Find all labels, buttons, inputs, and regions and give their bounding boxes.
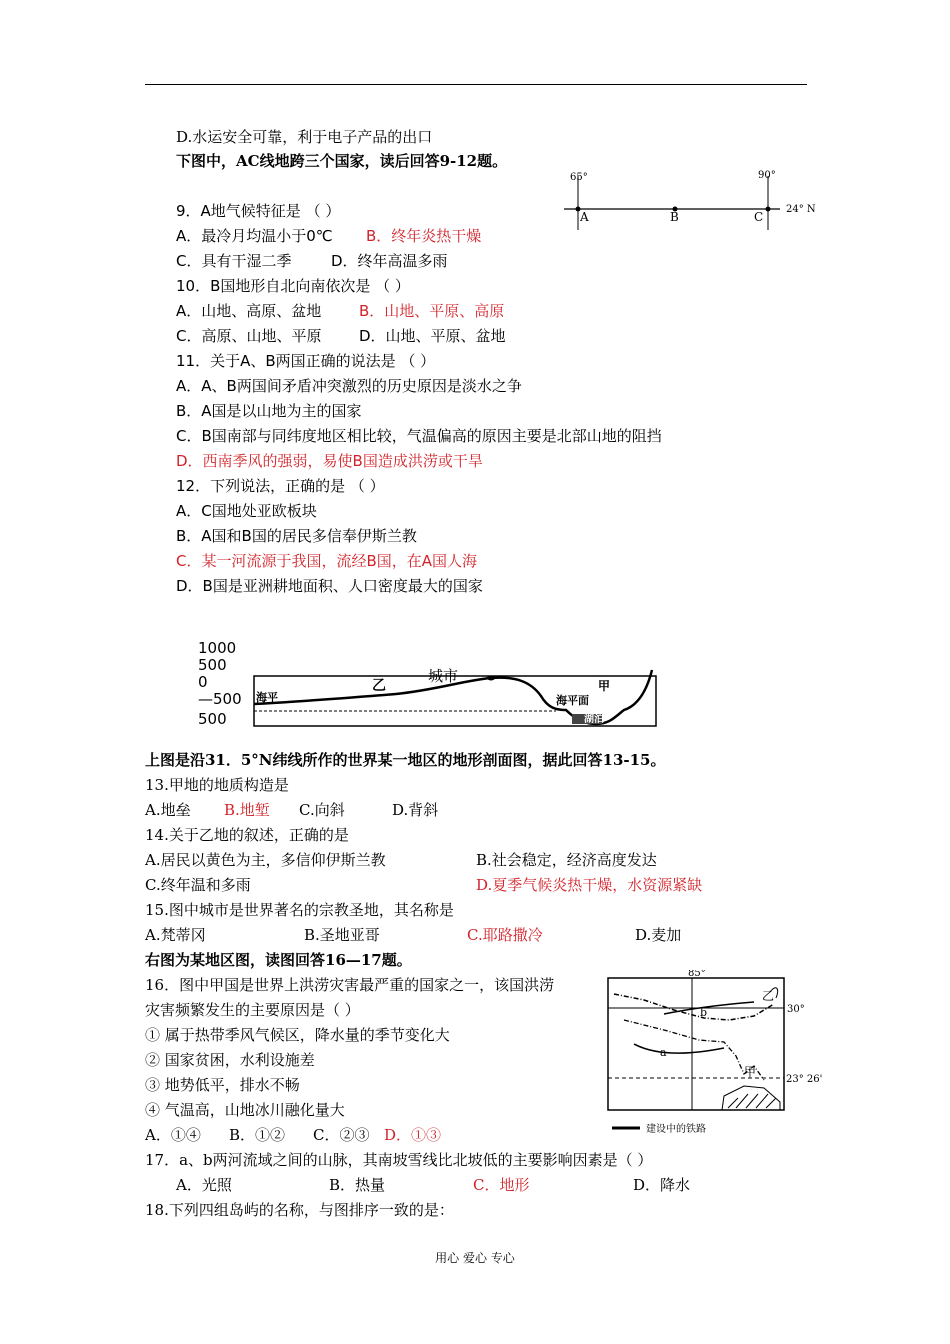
q16-statement-1: ① 属于热带季风气候区，降水量的季节变化大: [145, 1026, 450, 1044]
q13-option-b: B.地堑: [224, 801, 270, 819]
point-c-label: C: [754, 210, 764, 224]
lake-label: 湖泊: [584, 714, 604, 725]
lat-30-label: 30°: [787, 1004, 805, 1015]
jia-label: 甲: [744, 1065, 757, 1079]
header-rule: [145, 84, 807, 85]
yi-label: 乙: [372, 678, 386, 694]
question-10: 10．B国地形自北向南依次是 （ ）: [176, 277, 410, 295]
question-16-cont: 灾害频繁发生的主要原因是（ ）: [145, 1001, 360, 1019]
city-marker: [487, 676, 495, 681]
question-15: 15.图中城市是世界著名的宗教圣地，其名称是: [145, 901, 454, 919]
question-16: 16．图中甲国是世界上洪涝灾害最严重的国家之一，该国洪涝: [145, 976, 555, 994]
profile-graphic: [196, 638, 676, 730]
y-tick-500-lower: 500: [198, 710, 227, 728]
q15-option-c: C.耶路撒冷: [467, 926, 543, 944]
q14-option-d: D.夏季气候炎热干燥，水资源紧缺: [476, 876, 703, 894]
point-a-label: A: [580, 210, 589, 224]
lon-85-label: 85°: [688, 970, 706, 979]
section-intro: 下图中，AC线地跨三个国家，读后回答9-12题。: [176, 152, 508, 170]
q12-option-c: C．某一河流源于我国，流经B国，在A国人海: [176, 552, 478, 570]
q14-option-a: A.居民以黄色为主，多信仰伊斯兰教: [145, 851, 386, 869]
point-b-label: B: [670, 210, 679, 224]
question-12: 12．下列说法，正确的是 （ ）: [176, 477, 385, 495]
q15-option-a: A.梵蒂冈: [145, 926, 206, 944]
q11-option-d: D．西南季风的强弱，易使B国造成洪涝或干旱: [176, 452, 483, 470]
q13-option-d: D.背斜: [392, 801, 439, 819]
q17-option-d: D．降水: [633, 1176, 691, 1194]
q9-option-d: D．终年高温多雨: [331, 252, 448, 270]
city-label: 城市: [428, 667, 459, 685]
y-tick-0: 0: [198, 673, 208, 691]
q16-option-b: B．①②: [229, 1126, 286, 1144]
q10-option-b: B．山地、平原、高原: [359, 302, 505, 320]
q13-option-c: C.向斜: [299, 801, 345, 819]
q17-option-a: A．光照: [176, 1176, 232, 1194]
q10-option-a: A．山地、高原、盆地: [176, 302, 322, 320]
ac-line-figure: [558, 166, 828, 232]
terrain-profile-figure: [196, 638, 676, 730]
q16-statement-4: ④ 气温高，山地冰川融化量大: [145, 1101, 345, 1119]
q10-option-c: C．高原、山地、平原: [176, 327, 322, 345]
q9-option-b: B．终年炎热干燥: [366, 227, 482, 245]
q12-option-d: D．B国是亚洲耕地面积、人口密度最大的国家: [176, 577, 483, 595]
page-footer: 用心 爱心 专心: [435, 1251, 515, 1265]
y-tick-1000: 1000: [198, 639, 237, 657]
sea-label-right: 海平面: [556, 694, 589, 707]
question-11: 11．关于A、B两国正确的说法是 （ ）: [176, 352, 436, 370]
q11-option-b: B．A国是以山地为主的国家: [176, 402, 362, 420]
q10-option-d: D．山地、平原、盆地: [359, 327, 506, 345]
q13-option-a: A.地垒: [145, 801, 191, 819]
section-intro: 右图为某地区图，读图回答16—17题。: [145, 951, 412, 969]
q16-option-a: A．①④: [145, 1126, 201, 1144]
y-tick-500: 500: [198, 656, 227, 674]
q9-option-c: C．具有干湿二季: [176, 252, 292, 270]
sea-label-left: 海平: [256, 691, 278, 704]
y-tick-minus-500: —500: [198, 690, 242, 708]
river-b-label: b: [700, 1006, 708, 1019]
q15-option-b: B.圣地亚哥: [304, 926, 380, 944]
section-intro: 上图是沿31．5°N纬线所作的世界某一地区的地形剖面图，据此回答13-15。: [145, 751, 666, 769]
lon-90-label: 90°: [758, 170, 776, 181]
yi-label: 乙: [762, 989, 775, 1003]
q12-option-b: B．A国和B国的居民多信奉伊斯兰教: [176, 527, 417, 545]
q17-option-c: C．地形: [473, 1176, 530, 1194]
q12-option-a: A．C国地处亚欧板块: [176, 502, 317, 520]
question-9: 9．A地气候特征是 （ ）: [176, 202, 341, 220]
jia-label: 甲: [598, 679, 611, 693]
legend-label: 建设中的铁路: [646, 1124, 706, 1135]
q17-option-b: B．热量: [329, 1176, 386, 1194]
q16-option-d: D．①③: [384, 1126, 442, 1144]
q16-statement-3: ③ 地势低平，排水不畅: [145, 1076, 300, 1094]
region-map-figure: [604, 970, 826, 1136]
q9-option-a: A．最冷月均温小于0℃: [176, 227, 333, 245]
river-a-label: a: [660, 1046, 667, 1059]
q14-option-b: B.社会稳定，经济高度发达: [476, 851, 657, 869]
q11-option-a: A．A、B两国间矛盾冲突激烈的历史原因是淡水之争: [176, 377, 522, 395]
q15-option-d: D.麦加: [635, 926, 682, 944]
q11-option-c: C．B国南部与同纬度地区相比较，气温偏高的原因主要是北部山地的阻挡: [176, 427, 662, 445]
lat-24-label: 24° N: [786, 204, 816, 215]
question-13: 13.甲地的地质构造是: [145, 776, 289, 794]
q16-option-c: C．②③: [313, 1126, 370, 1144]
q14-option-c: C.终年温和多雨: [145, 876, 251, 894]
question-17: 17．a、b两河流域之间的山脉，其南坡雪线比北坡低的主要影响因素是（ ）: [145, 1151, 653, 1169]
point-c-marker: [766, 207, 771, 212]
q16-statement-2: ② 国家贫困，水利设施差: [145, 1051, 315, 1069]
text-line: D.水运安全可靠，利于电子产品的出口: [176, 128, 433, 146]
question-18: 18.下列四组岛屿的名称，与图排序一致的是：: [145, 1201, 454, 1219]
question-14: 14.关于乙地的叙述，正确的是: [145, 826, 349, 844]
lat-23-label: 23° 26': [786, 1074, 823, 1085]
lon-65-label: 65°: [570, 172, 588, 183]
